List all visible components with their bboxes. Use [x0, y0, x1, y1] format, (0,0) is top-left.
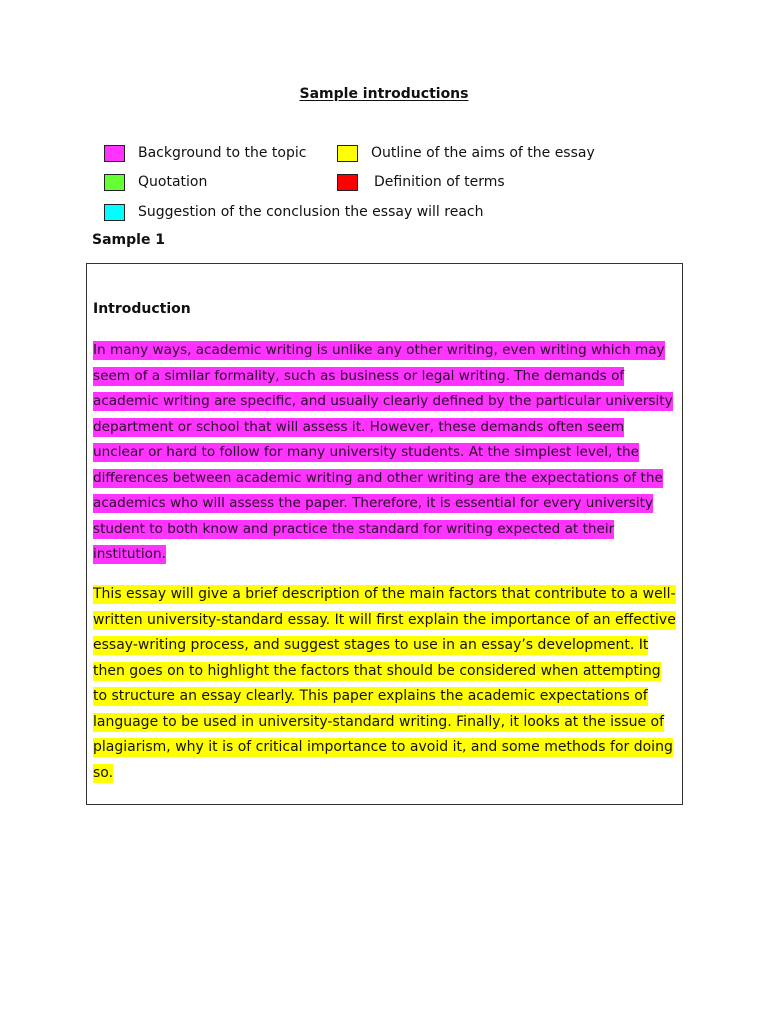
sample-heading: Sample 1: [92, 232, 166, 248]
paragraph-background: [93, 338, 679, 568]
document-title: Sample introductions: [299, 86, 469, 102]
legend-label-background: Background to the topic: [138, 145, 307, 161]
legend-swatch-quotation: [104, 174, 125, 191]
legend-swatch-conclusion: [104, 204, 125, 221]
highlighted-text-background: In many ways, academic writing is unlike any other writing, even writing which may seem of a similar formality, such as business or legal writing. The demands of academic writing are specific, and usually clearly defined by the particular university department or school that will assess it. However, these demands often seem unclear or hard to follow for many university students. At the simplest level, the differences between academic writing and other writing are the expectations of the academics who will assess the paper. Therefore, it is essential for every university student to both know and practice the standard for writing expected at their institution.: [93, 342, 673, 562]
legend-swatch-definitions: [337, 174, 358, 191]
legend-item-conclusion: [104, 203, 483, 221]
legend-item-quotation: [104, 173, 207, 191]
legend-swatch-background: [104, 145, 125, 162]
legend-label-aims: Outline of the aims of the essay: [371, 145, 595, 161]
paragraph-aims: [93, 582, 679, 786]
section-heading: Introduction: [93, 301, 191, 317]
legend-item-background: [104, 144, 306, 162]
sample-text-box: [86, 263, 683, 805]
legend-swatch-aims: [337, 145, 358, 162]
highlighted-text-aims: This essay will give a brief description of the main factors that contribute to a well-written university-standard essay. It will first explain the importance of an effective essay-writing process, and suggest stages to use in an essay’s development. It then goes on to highlight the factors that should be considered when attempting to structure an essay clearly. This paper explains the academic expectations of language to be used in university-standard writing. Finally, it looks at the issue of plagiarism, why it is of critical importance to avoid it, and some methods for doing so.: [93, 586, 676, 781]
legend-item-aims: [337, 144, 595, 162]
legend-label-conclusion: Suggestion of the conclusion the essay will reach: [138, 204, 484, 220]
legend-label-quotation: Quotation: [138, 174, 208, 190]
legend-label-definitions: Definition of terms: [374, 174, 505, 190]
legend-item-definitions: [337, 173, 505, 191]
